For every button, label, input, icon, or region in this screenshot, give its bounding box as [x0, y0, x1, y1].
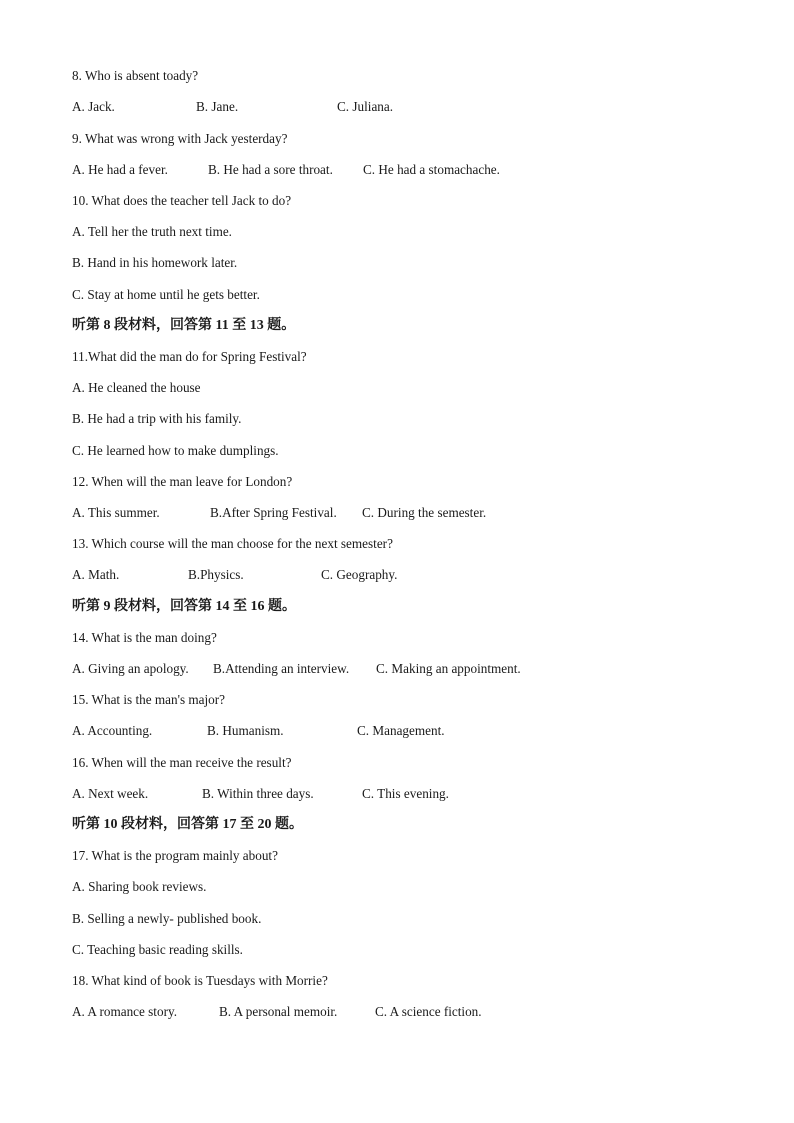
option-c: C. He had a stomachache. — [363, 162, 500, 177]
option-b: B. Selling a newly- published book. — [72, 911, 262, 926]
option-b: B.Physics. — [188, 567, 244, 582]
question-18: 18. What kind of book is Tuesdays with Morrie? — [72, 973, 328, 988]
option-a: A. This summer. — [72, 505, 160, 520]
section-heading-10: 听第 10 段材料，回答第 17 至 20 题。 — [72, 817, 303, 832]
section-heading-8: 听第 8 段材料，回答第 11 至 13 题。 — [72, 318, 296, 333]
option-b: B. A personal memoir. — [219, 1004, 338, 1019]
option-c: C. Teaching basic reading skills. — [72, 942, 243, 957]
option-b: B. He had a trip with his family. — [72, 411, 242, 426]
option-a: A. Math. — [72, 567, 120, 582]
question-12: 12. When will the man leave for London? — [72, 474, 293, 489]
option-a: A. He had a fever. — [72, 162, 168, 177]
option-a: A. Accounting. — [72, 723, 153, 738]
option-c: C. Geography. — [321, 567, 398, 582]
option-c: C. Management. — [357, 723, 445, 738]
option-a: A. Jack. — [72, 99, 115, 114]
option-c: C. Juliana. — [337, 99, 394, 114]
question-9: 9. What was wrong with Jack yesterday? — [72, 131, 288, 146]
option-a: A. Sharing book reviews. — [72, 879, 207, 894]
option-a: A. Giving an apology. — [72, 661, 189, 676]
option-a: A. Tell her the truth next time. — [72, 224, 232, 239]
option-c: C. Stay at home until he gets better. — [72, 287, 260, 302]
question-14: 14. What is the man doing? — [72, 630, 217, 645]
option-b: B. Jane. — [196, 99, 239, 114]
question-15: 15. What is the man's major? — [72, 692, 226, 707]
question-17: 17. What is the program mainly about? — [72, 848, 278, 863]
option-c: C. During the semester. — [362, 505, 487, 520]
question-11: 11.What did the man do for Spring Festival? — [72, 349, 307, 364]
option-b: B.After Spring Festival. — [210, 505, 337, 520]
option-b: B.Attending an interview. — [213, 661, 350, 676]
section-heading-9: 听第 9 段材料，回答第 14 至 16 题。 — [72, 599, 296, 614]
option-a: A. Next week. — [72, 786, 149, 801]
question-13: 13. Which course will the man choose for the next semester? — [72, 536, 393, 551]
option-c: C. Making an appointment. — [376, 661, 521, 676]
option-b: B. Hand in his homework later. — [72, 255, 238, 270]
option-b: B. Within three days. — [202, 786, 314, 801]
option-c: C. This evening. — [362, 786, 449, 801]
question-8: 8. Who is absent toady? — [72, 68, 199, 83]
option-b: B. Humanism. — [207, 723, 284, 738]
option-c: C. A science fiction. — [375, 1004, 482, 1019]
option-a: A. He cleaned the house — [72, 380, 201, 395]
question-16: 16. When will the man receive the result? — [72, 755, 292, 770]
question-10: 10. What does the teacher tell Jack to do? — [72, 193, 292, 208]
option-b: B. He had a sore throat. — [208, 162, 333, 177]
option-c: C. He learned how to make dumplings. — [72, 443, 279, 458]
option-a: A. A romance story. — [72, 1004, 177, 1019]
